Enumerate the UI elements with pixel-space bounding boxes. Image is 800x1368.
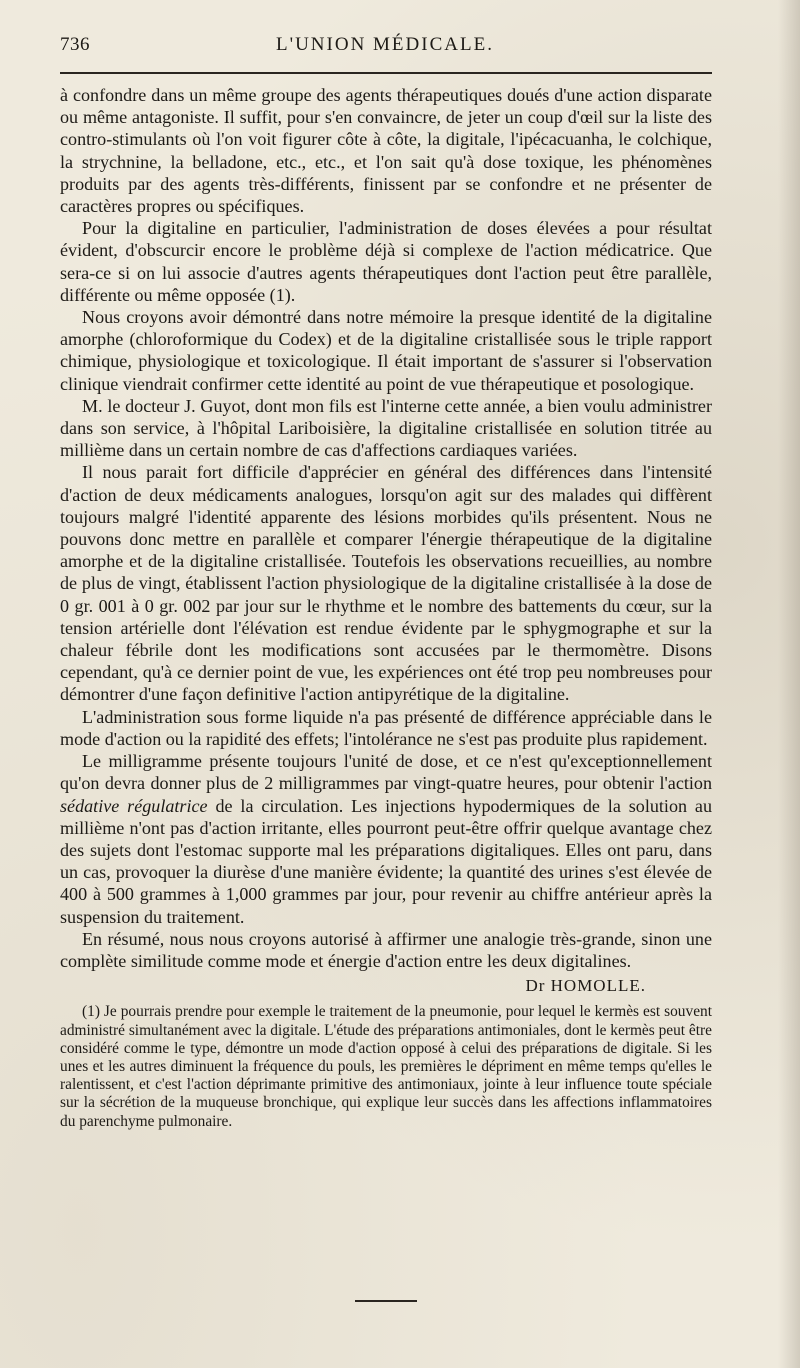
paragraph-8: En résumé, nous nous croyons autorisé à affirmer une analogie très-grande, sinon une complète similitude comme mode et énergie d'action entre les deux digitalines. (60, 928, 712, 971)
paragraph-1: à confondre dans un même groupe des agents thérapeutiques doués d'une action disparate ou même antagoniste. Il suffit, pour s'en convaincre, de jeter un coup d'œil sur la liste des contro-stimulants où l'on voit figurer côte à côte, la digitale, l'ipécacuanha, le colchique, la strychnine, la belladone, etc., etc., et l'on sait qu'à dose toxique, les phénomènes produits par des agents très-différents, finissent par se confondre et ne présenter de caractères propres ou spécifiques. (60, 85, 712, 217)
page-header (60, 34, 710, 64)
paragraph-7-italic: sédative régulatrice (60, 795, 208, 816)
paragraph-7 (60, 750, 712, 928)
running-title: L'UNION MÉDICALE. (276, 34, 494, 55)
header-rule (60, 72, 712, 74)
paragraph-7-text-b: de la circulation. Les injections hypodermiques de la solution au millième n'ont pas d'action irritante, elles pourront peut-être offrir quelque avantage chez des sujets dont l'estomac supporte mal les préparations digitaliques. Elles ont paru, dans un cas, provoquer la diurèse d'une manière évidente; la quantité des urines s'est élevée de 400 à 500 grammes à 1,000 grammes par jour, pour revenir au chiffre antérieur après la suspension du traitement. (60, 795, 713, 927)
paragraph-6: L'administration sous forme liquide n'a pas présenté de différence appréciable dans le mode d'action ou la rapidité des effets; l'intolérance ne s'est pas produite plus rapidement. (60, 706, 712, 749)
paragraph-2: Pour la digitaline en particulier, l'administration de doses élevées a pour résultat évident, d'obscurcir encore le problème déjà si complexe de l'action médicatrice. Que sera-ce si on lui associe d'autres agents thérapeutiques dont l'action peut être parallèle, différente ou même opposée (1). (60, 218, 712, 305)
footnote: (1) Je pourrais prendre pour exemple le traitement de la pneumonie, pour lequel le kermès est souvent administré simultanément avec la digitale. L'étude des préparations antimoniales, dont le kermès peut être considéré comme le type, démontre un mode d'action opposé à celui des préparations de digitale. Si les unes et les autres diminuent la fréquence du pouls, les premières le dépriment en même temps qu'elles le ralentissent, et c'est l'action déprimante primitive des antimoniaux, jointe à leur influence toute spéciale sur la sécrétion de la muqueuse bronchique, qui explique leur succès dans les affections inflammatoires du parenchyme pulmonaire. (60, 1003, 712, 1130)
end-rule (355, 1300, 417, 1302)
paragraph-4: M. le docteur J. Guyot, dont mon fils est l'interne cette année, a bien voulu administrer dans son service, à l'hôpital Lariboisière, la digitaline cristallisée en solution titrée au millième dans un certain nombre de cas d'affections cardiaques variées. (60, 395, 712, 461)
article-body (60, 84, 712, 1131)
paragraph-3: Nous croyons avoir démontré dans notre mémoire la presque identité de la digitaline amorphe (chloroformique du Codex) et de la digitaline cristallisée sous le triple rapport chimique, physiologique et toxicologique. Il était important de s'assurer si l'observation clinique viendrait confirmer cette identité au point de vue thérapeutique et posologique. (60, 307, 712, 394)
page-number: 736 (60, 34, 90, 55)
page-edge-shadow (778, 0, 800, 1368)
paragraph-5: Il nous parait fort difficile d'apprécier en général des différences dans l'intensité d'action de deux médicaments analogues, lorsqu'on agit sur des malades qui diffèrent toujours malgré l'identité apparente des lésions morbides qu'ils présentent. Nous ne pouvons donc mettre en parallèle et comparer l'énergie thérapeutique de la digitaline amorphe et de la digitaline cristallisée. Toutefois les observations recueillies, au nombre de plus de vingt, établissent l'action physiologique de la digitaline cristallisée à la dose de 0 gr. 001 à 0 gr. 002 par jour sur le rhythme et le nombre des battements du cœur, sur la tension artérielle dont l'élévation est rendue évidente par le sphygmographe et sur la chaleur fébrile dont les modifications sont accusées par le thermomètre. Disons cependant, qu'à ce dernier point de vue, les expériences ont été trop peu nombreuses pour démontrer d'une façon definitive l'action antipyrétique de la digitaline. (60, 462, 712, 705)
author-signature: Dr HOMOLLE. (525, 976, 646, 996)
paragraph-7-text-a: Le milligramme présente toujours l'unité de dose, et ce n'est qu'exceptionnellement qu'on devra donner plus de 2 milligrammes par vingt-quatre heures, pour obtenir l'action (60, 751, 712, 794)
